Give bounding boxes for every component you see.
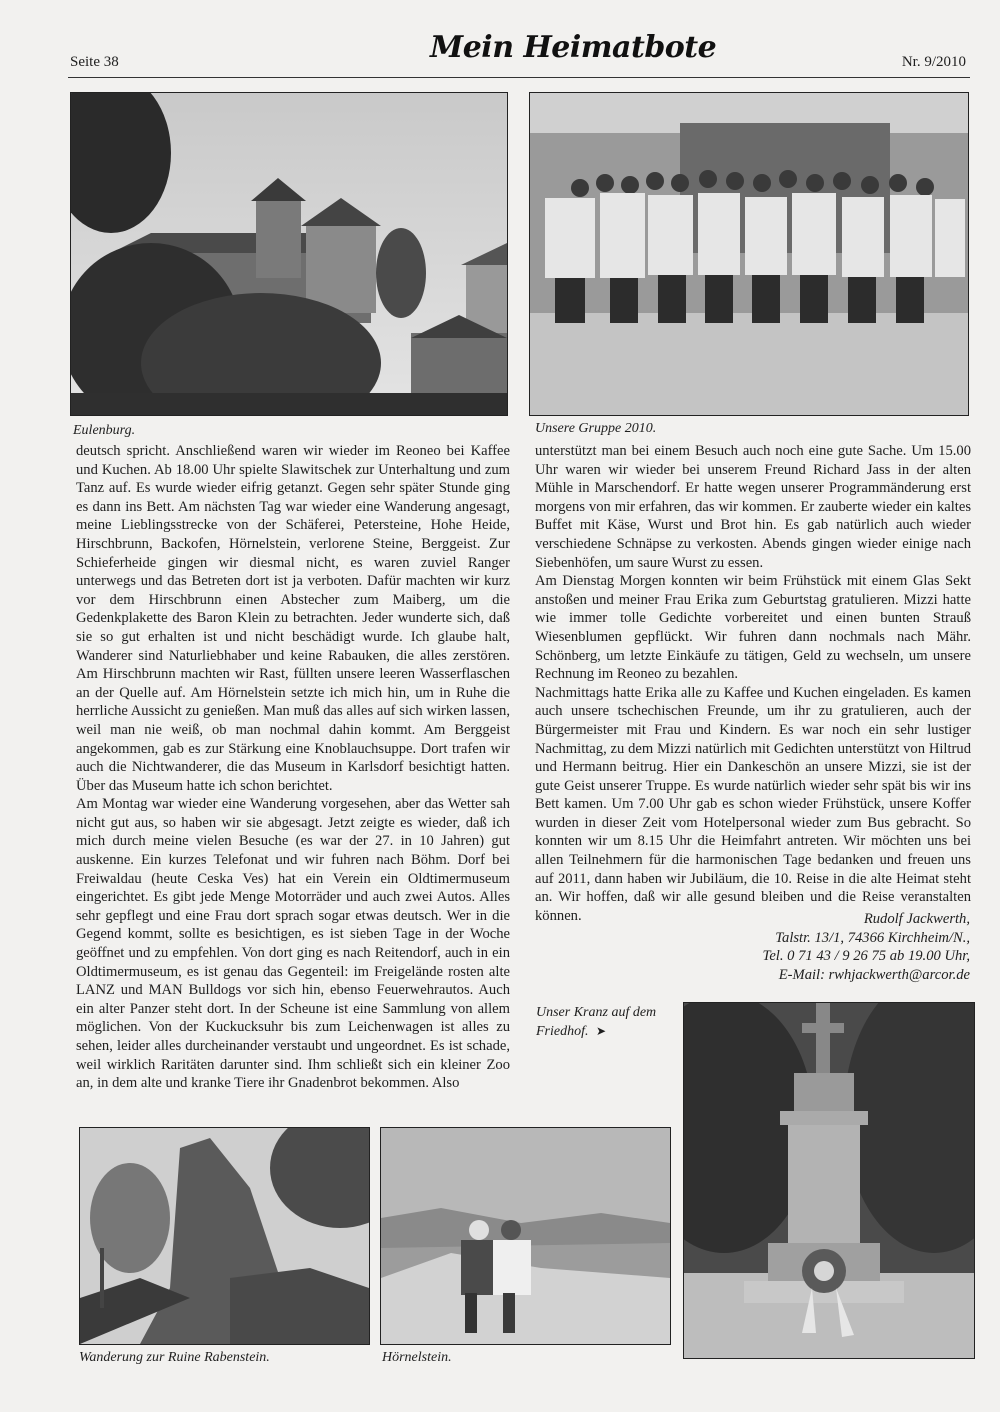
caption-rabenstein: Wanderung zur Ruine Rabenstein. <box>79 1350 270 1365</box>
masthead-title: Mein Heimatbote <box>430 30 717 65</box>
right-paragraph-1: unterstützt man bei einem Besuch auch noch eine gute Sache. Um 15.00 Uhr waren wir wieder bei unserem Freund Richard Jass in der alten Mühle in Marschendorf. Er hatte wegen unserer Programmänderung erst morgens von mir erfahren, das wir kommen. Er zauberte wieder ein kaltes Buffet mit Käse, Wurst und Brot hin. Es gab natürlich auch wieder verschiedene Schnäpse zu verkosten. Abends gingen wieder einige nach Siebenhöfen, um saure Wurst zu essen. <box>535 443 971 571</box>
author-name: Rudolf Jackwerth, <box>863 911 970 927</box>
caption-group: Unsere Gruppe 2010. <box>535 421 657 436</box>
caption-kranz <box>536 1004 676 1041</box>
caption-kranz-text: Unser Kranz auf dem Friedhof. <box>536 1005 657 1039</box>
caption-eulenburg: Eulenburg. <box>73 423 136 438</box>
left-paragraph-1: deutsch spricht. Anschließend waren wir wieder im Reoneo bei Kaffee und Kuchen. Ab 18.00 Uhr spielte Slawitschek zur Unterhaltung und zum Tanz auf. Es wurde wieder eifrig getanzt. Gegen sehr später Stunde ging es dann ins Bett. Am nächsten Tag war wieder eine Wanderung angesagt, meine Lieblingsstrecke von der Schäferei, Petersteine, Hohe Heide, Hirschbrunn, Backofen, Hörnelstein, verlorene Steine, Berggeist. Zur Schieferheide gingen wir diesmal nicht, es waren zuviel Ranger unterwegs und das Betreten dort ist ja verboten. Dafür machten wir kurz vor dem Hirschbrunn einen Abstecher zum Maiberg, um die Gedenkplakette des Baron Klein zu betrachten. Jeder wunderte sich, daß sie so gut erhalten ist und nicht beschädigt wurde. Ich glaube halt, Wanderer sind Naturliebhaber und keine Rabauken, die alles zerstören. Am Hirschbrunn machten wir Rast, füllten unsere leeren Wasserflaschen an der Quelle auf. Am Hörnelstein setzte ich mich hin, um in Ruhe die herrliche Aussicht zu genießen. Man muß das alles auf sich wirken lassen, weil man nie weiß, ob man nochmal dahin kommt. Am Berggeist angekommen, gab es zur Stärkung eine Knoblauchsuppe. Dort trafen wir auch die Nichtwanderer, die das Museum in Karlsdorf besichtigt hatten. Über das Museum hatte ich schon berichtet. <box>76 443 510 794</box>
issue-number: Nr. 9/2010 <box>901 54 966 70</box>
author-address: Talstr. 13/1, 74366 Kirchheim/N., <box>775 929 970 946</box>
right-paragraph-2: Am Dienstag Morgen konnten wir beim Frühstück mit einem Glas Sekt anstoßen und meiner Frau Erika zum Geburtstag gratulieren. Mizzi hatte wie immer tolle Gedichte vorbereitet und einen bunten Strauß Wiesenblumen gepflückt. Wir fuhren dann nochmals nach Mähr. Schönberg, um letzte Einkäufe zu tätigen, Geld zu wechseln, um unsere Rechnung im Reoneo zu bezahlen. <box>535 573 971 683</box>
caption-hoernelstein: Hörnelstein. <box>382 1350 452 1365</box>
right-paragraph-3: Nachmittags hatte Erika alle zu Kaffee und Kuchen eingeladen. Es kamen auch unsere tschechischen Freunde, um ihr zu gratulieren, auch der Bürgermeister mit Frau und Kindern. Es war noch ein sehr lustiger Nachmittag, zu dem Mizzi natürlich mit Gedichten unterstützt von Hiltrud und Hermann beitrug. Hier ein Dankeschön an unsere Mizzi, sie ist der gute Geist unserer Truppe. Es wurde natürlich wieder sehr spät bis wir ins Bett kamen. Um 7.00 Uhr gab es schon wieder Frühstück, unsere Koffer wurden in dieser Zeit vom Hotelpersonal wieder zum Bus gebracht. So konnten wir um 8.15 Uhr die Heimfahrt antreten. Wir möchten uns bei allen Teilnehmern für die harmonischen Tage bedanken und freuen uns auf 2011, dann haben wir Jubiläum, die 10. Reise in die alte Heimat steht an. Wir hoffen, daß wir alle gesund bleiben und die Reise veranstalten können. <box>535 684 971 924</box>
page-number: Seite 38 <box>70 54 119 70</box>
author-signature <box>670 910 970 984</box>
article-left-column <box>76 442 510 1093</box>
arrow-right-icon: ➤ <box>596 1024 607 1038</box>
left-paragraph-2: Am Montag war wieder eine Wanderung vorgesehen, aber das Wetter sah nicht gut aus, so haben wir sie abgesagt. Jetzt zeigte es wieder, daß ich mich durch meine vielen Besuche (es war der 27. in 10 Jahren) gut auskenne. Ein kurzes Telefonat und wir fuhren nach Böhm. Dorf bei Freiwaldau (heute Ceska Ves) hat ein Verein ein Oldtimermuseum eingerichtet. Es gibt jede Menge Motorräder und auch zwei Autos. Alles sehr gepflegt und eine Frau dort sprach sogar etwas deutsch. Wer in die Gegend kommt, sollte es besichtigen, es ist sieben Tage in der Woche geöffnet und zu empfehlen. Von dort ging es nach Reitendorf, auch in ein Oldtimermuseum, es ist genau das Gegenteil: im Freigelände rosten alte LANZ und MAN Bulldogs vor sich hin, ebenso Feuerwehrautos. Auch ein alter Panzer steht dort. In der Scheune ist eine Sammlung von allem möglichen. Von der Kuckucksuhr bis zum Leichenwagen ist alles zu sehen, leider alles durcheinander verstaubt und ungeordnet. Es ist schade, weil wirklich Raritäten darunter sind. Ihm schließt sich ein kleiner Zoo an, in dem alte und kranke Tiere ihr Gnadenbrot bekommen. Also <box>76 796 510 1092</box>
author-phone: Tel. 0 71 43 / 9 26 75 ab 19.00 Uhr, <box>762 948 970 965</box>
photo-group-2010 <box>529 92 969 416</box>
photo-ruine-rabenstein <box>79 1127 370 1345</box>
photo-eulenburg <box>70 92 508 416</box>
photo-hoernelstein <box>380 1127 671 1345</box>
author-email: E-Mail: rwhjackwerth@arcor.de <box>778 966 970 983</box>
article-right-column <box>535 442 971 925</box>
photo-memorial-wreath <box>683 1002 975 1359</box>
header-rule <box>68 77 970 78</box>
